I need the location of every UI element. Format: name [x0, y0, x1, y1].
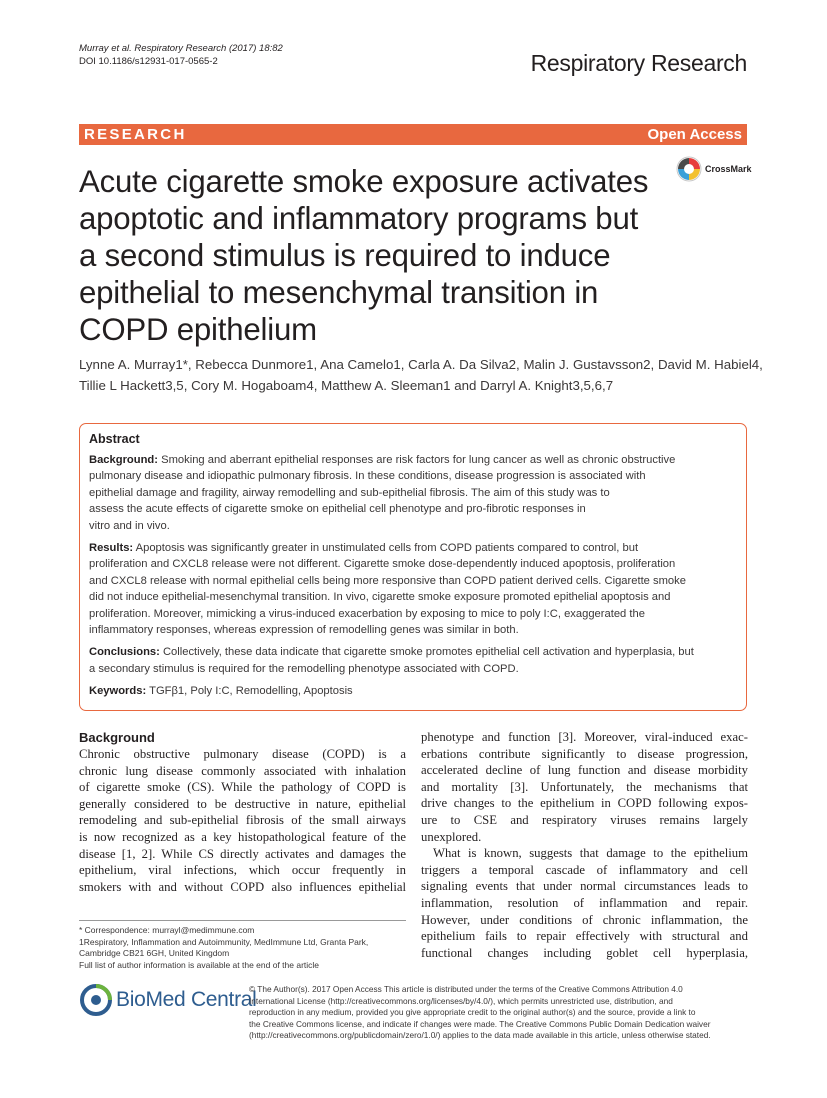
body-line: epithelium fails to repair effectively with structural and	[421, 929, 748, 944]
body-line: erbations contribute significantly to disease progression,	[421, 746, 748, 761]
title-line: apoptotic and inflammatory programs but	[79, 201, 639, 236]
journal-name: Respiratory Research	[530, 50, 747, 76]
authors-line: Tillie L Hackett3,5, Cory M. Hogaboam4, Matthew A. Sleeman1 and Darryl A. Knight3,5,6,7	[79, 378, 614, 393]
affiliation: 1Respiratory, Inflammation and Autoimmunity, MedImmune Ltd, Granta Park,	[79, 936, 369, 947]
article-type-banner	[79, 124, 747, 145]
footnote-divider	[79, 920, 406, 921]
body-line: What is known, suggests that damage to the epithelium	[433, 846, 748, 861]
body-line: Chronic obstructive pulmonary disease (COPD) is a	[79, 747, 406, 761]
body-line: remodeling and sub-epithelial fibrosis of the small airways	[79, 813, 406, 828]
body-column-right	[421, 729, 748, 961]
open-access-label: Open Access	[647, 126, 742, 143]
license-text: © The Author(s). 2017 Open Access This article is distributed under the terms of the Creative Commons Attribution 4.0 International License (http://creativecommons.org/licenses/by/4.0/), which permits unrestricted use, distribution, and reproduction in any medium, provided you give appropriate credit to the original author(s) and the source, provide a link to the Creative Commons license, and indicate if changes were made. The Creative Commons Public Domain Dedication waiver (http://creativecommons.org/publicdomain/zero/1.0/) applies to the data made available in this article, unless otherwise stated.	[249, 984, 711, 1041]
conclusions-label: Conclusions:	[89, 646, 160, 659]
body-line: smokers with and without COPD also influences epithelial	[79, 879, 406, 894]
body-line: functional changes including goblet cell hyperplasia,	[421, 945, 748, 960]
body-line: chronic lung disease commonly associated with inhalation	[79, 763, 406, 778]
keywords-label: Keywords:	[89, 685, 147, 698]
title-line: COPD epithelium	[79, 312, 317, 347]
body-line: ure to CSE and respiratory viruses remains largely	[421, 812, 748, 827]
body-line: inflammation, resolution of inflammation and repair.	[421, 895, 748, 910]
publisher-name: BioMed Central	[116, 988, 257, 1011]
keywords-text: TGFβ1, Poly I:C, Remodelling, Apoptosis	[146, 685, 353, 698]
authors-line: Lynne A. Murray1*, Rebecca Dunmore1, Ana Camelo1, Carla A. Da Silva2, Malin J. Gustavsson2, David M. Habiel4,	[79, 357, 763, 372]
crossmark-icon	[676, 156, 702, 182]
background-label: Background:	[89, 454, 158, 466]
article-type-label: RESEARCH	[84, 126, 187, 143]
title-line: a second stimulus is required to induce	[79, 238, 611, 273]
body-line: signaling events that under normal circumstances leads to	[421, 879, 748, 894]
author-info-note: Full list of author information is available at the end of the article	[79, 959, 320, 970]
abstract-keywords	[89, 683, 737, 699]
abstract-heading: Abstract	[89, 432, 140, 446]
body-line: disease [1, 2]. While CS directly activates and damages the	[79, 846, 406, 861]
body-line: of cigarette smoke (CS). While the pathology of COPD is	[79, 780, 406, 795]
body-line: triggers a temporal cascade of inflammatory and cell	[421, 862, 748, 877]
citation-line: Murray et al. Respiratory Research (2017) 18:82	[79, 43, 283, 54]
abstract-background: Background: Smoking and aberrant epithelial responses are risk factors for lung cancer as well as chronic obstructive pulmonary disease and idiopathic pulmonary fibrosis. In these conditions, disease progression is associated with epithelial damage and fragility, airway remodelling and sub-epithelial fibrosis. The aim of this study was to assess the acute effects of cigarette smoke on epithelial cell phenotype and pro-fibrotic responses in vitro and in vivo.	[89, 454, 676, 532]
biomed-central-icon	[79, 983, 113, 1017]
body-line: However, under conditions of chronic inflammation, the	[421, 912, 748, 927]
citation-block	[79, 42, 283, 68]
title-line: epithelial to mesenchymal transition in	[79, 275, 599, 310]
title-line: Acute cigarette smoke exposure activates	[79, 164, 649, 199]
results-label: Results:	[89, 542, 134, 555]
body-line: unexplored.	[421, 829, 482, 844]
publisher-logo[interactable]	[79, 983, 257, 1017]
article-title	[79, 163, 669, 348]
crossmark-label: CrossMark	[705, 164, 752, 174]
correspondence[interactable]: * Correspondence: murrayl@medimmune.com	[79, 925, 255, 935]
abstract-box	[79, 423, 747, 711]
footnotes	[79, 925, 406, 971]
crossmark-badge[interactable]	[676, 156, 752, 182]
body-line: epithelium, viral infections, which occur frequently in	[79, 863, 406, 878]
body-line: and mortality [3]. Unfortunately, the mechanisms that	[421, 779, 748, 794]
author-list	[79, 354, 763, 396]
background-heading: Background	[79, 730, 155, 745]
body-line: accelerated decline of lung function and disease morbidity	[421, 763, 748, 778]
body-line: phenotype and function [3]. Moreover, viral-induced exac-	[421, 730, 748, 744]
doi-line[interactable]: DOI 10.1186/s12931-017-0565-2	[79, 56, 218, 67]
abstract-results: Results: Apoptosis was significantly greater in unstimulated cells from COPD patients compared to control, but proliferation and CXCL8 release were not different. Cigarette smoke dose-dependently induced apoptosis, proliferation and CXCL8 release with normal epithelial cells being more responsive than COPD patient derived cells. Cigarette smoke did not induce epithelial-mesenchymal transition. In vivo, cigarette smoke exposure promoted epithelial apoptosis and proliferation. Moreover, mimicking a virus-induced exacerbation by exposing to mice to poly I:C, exaggerated the inflammatory responses, whereas expression of remodelling genes was similar in both.	[89, 542, 686, 637]
body-line: is now recognized as a key histopathological feature of the	[79, 829, 406, 844]
affiliation: Cambridge CB21 6GH, United Kingdom	[79, 948, 230, 959]
body-line: generally considered to be destructive in nature, epithelial	[79, 796, 406, 811]
body-column-left	[79, 729, 406, 895]
body-line: drive changes to the epithelium in COPD following expos-	[421, 796, 748, 811]
abstract-conclusions: Conclusions: Collectively, these data indicate that cigarette smoke promotes epithelial cell activation and hyperplasia, but a secondary stimulus is required for the remodelling phenotype associated with COPD.	[89, 646, 694, 675]
